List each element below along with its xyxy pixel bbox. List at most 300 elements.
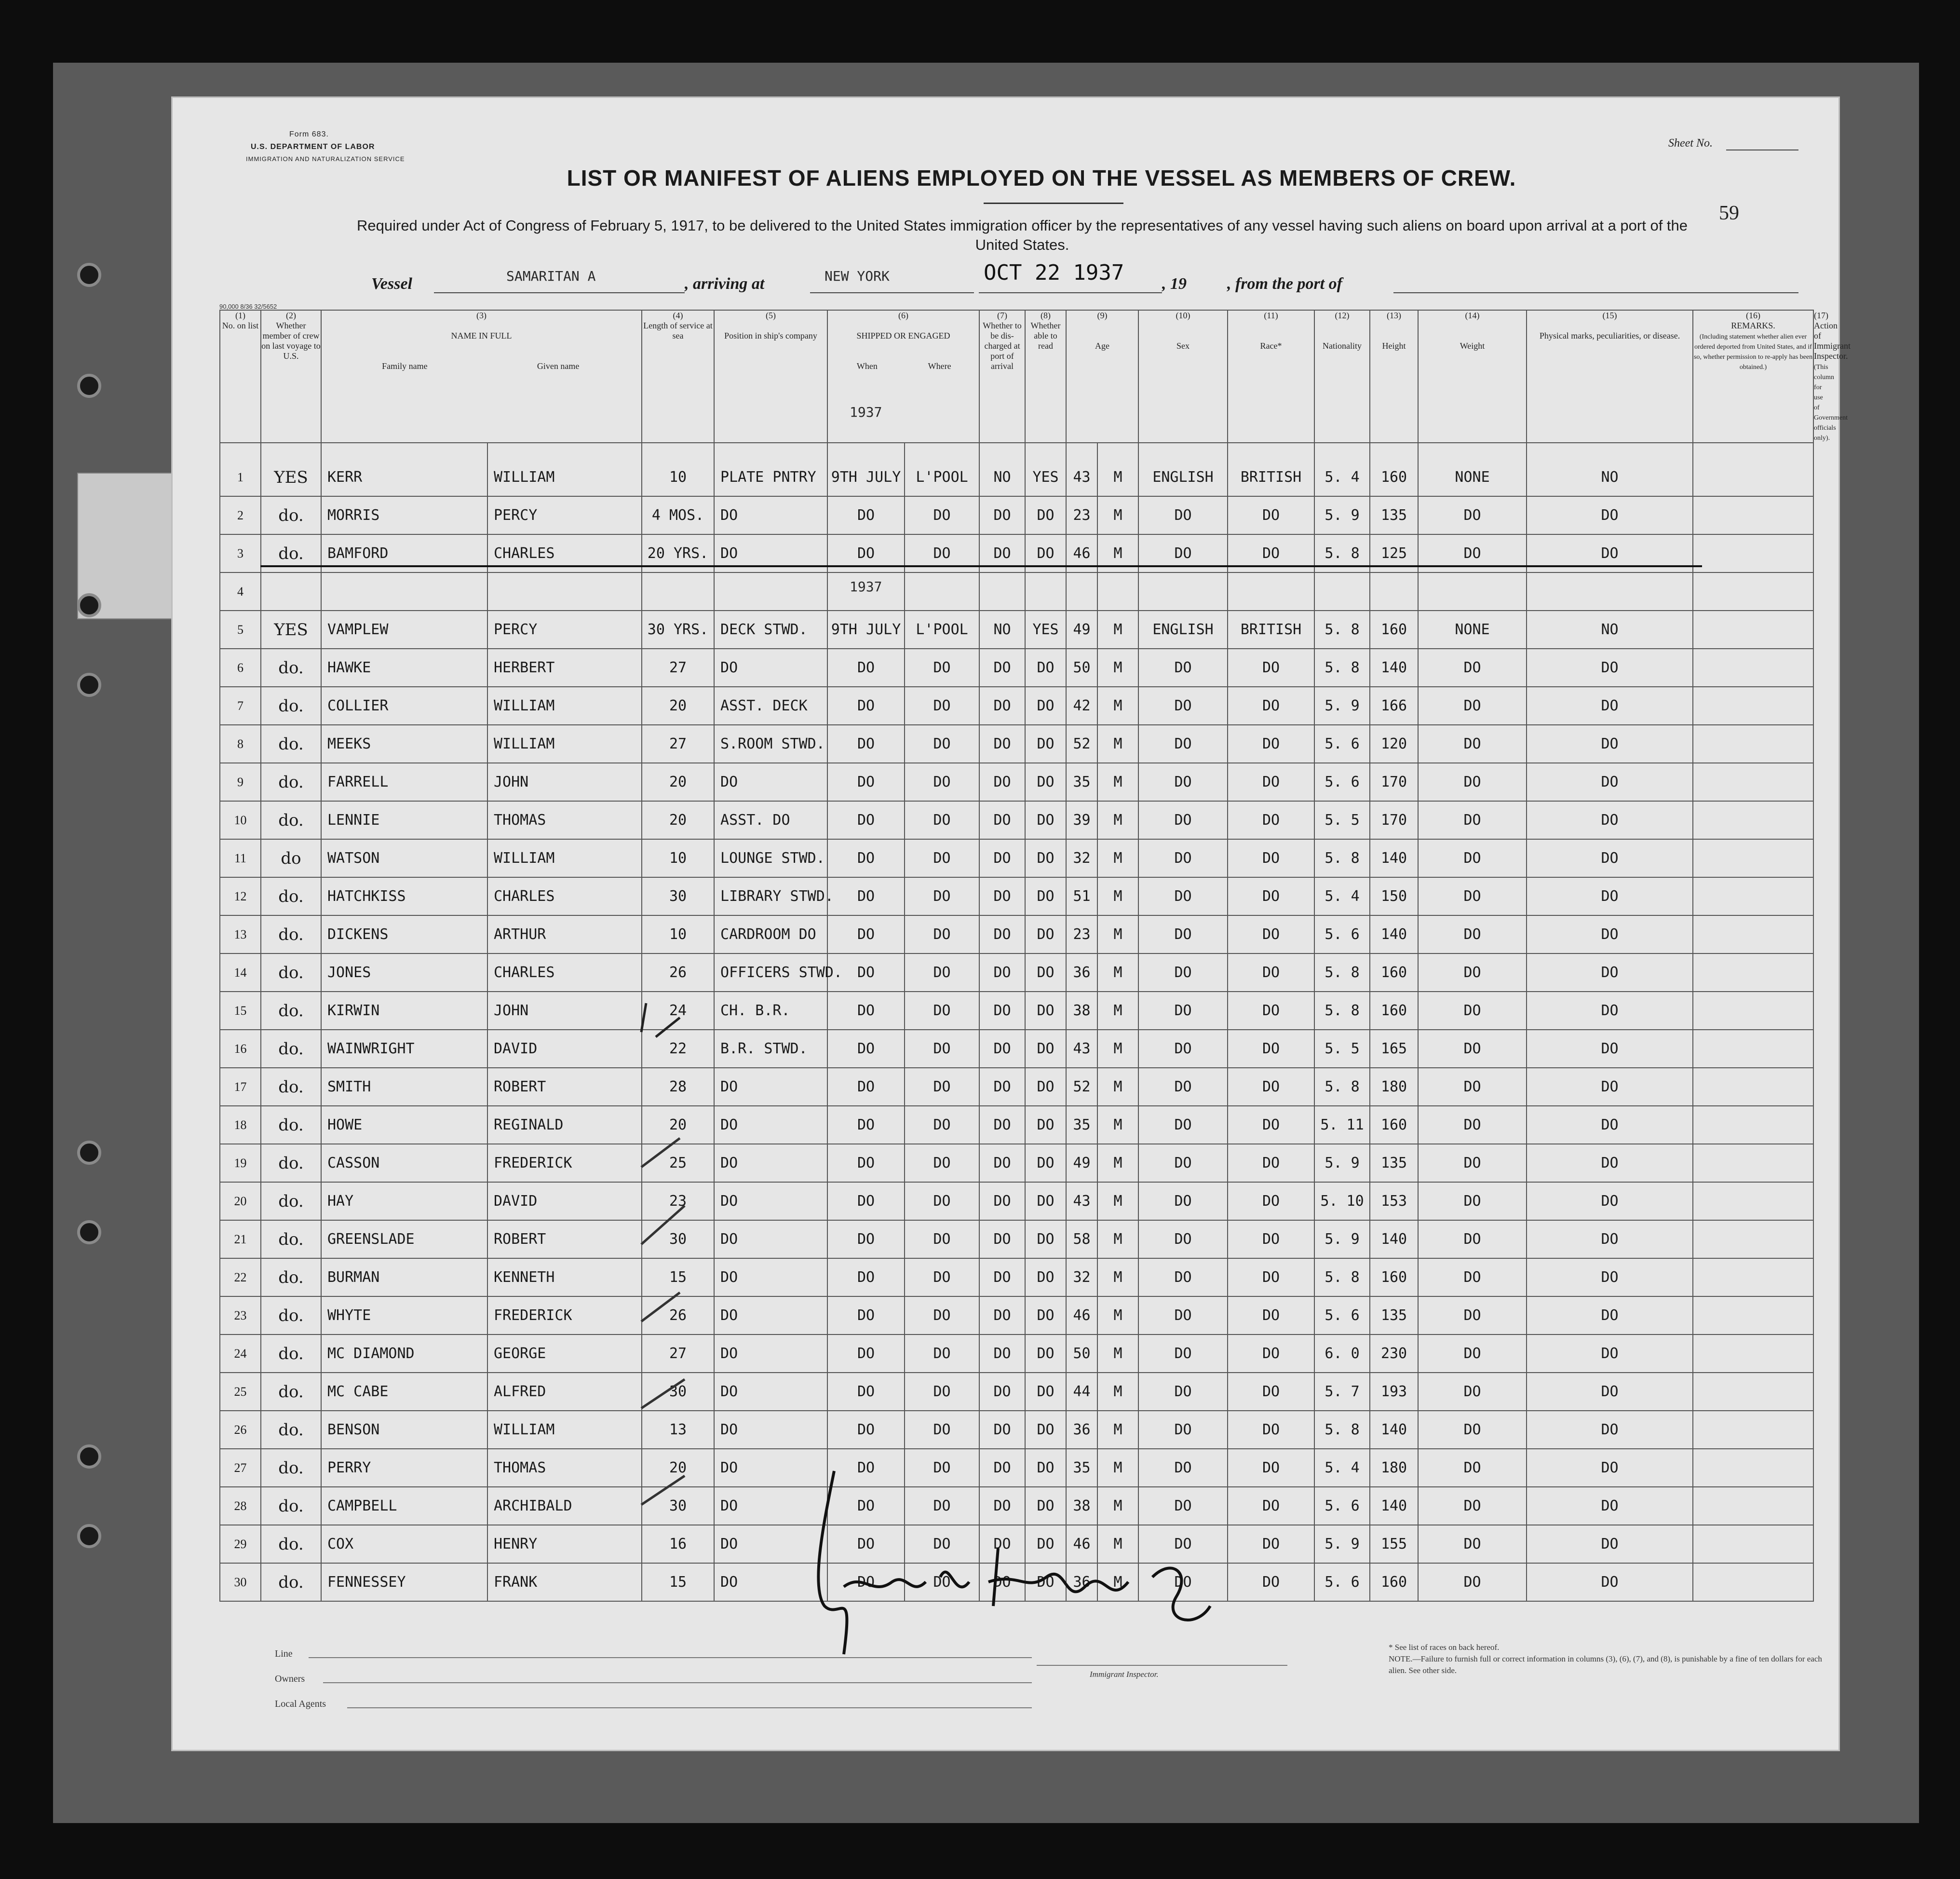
race-cell: DO [1138,496,1228,534]
previous-voyage-cell: do. [261,725,321,763]
sex-cell: M [1097,1182,1138,1220]
discharge-cell: DO [979,1068,1025,1106]
table-row [220,1258,1813,1296]
inspector-action-cell [1693,534,1813,572]
sex-cell: M [1097,992,1138,1030]
shipped-when-cell: DO [827,1296,905,1334]
discharge-cell: DO [979,725,1025,763]
vessel-underline [434,292,685,293]
given-name-cell: THOMAS [487,1449,642,1487]
row-number: 18 [220,1106,261,1144]
shipped-when-cell: DO [827,1334,905,1373]
row-number: 16 [220,1030,261,1068]
service-length-cell: 30 [642,1373,714,1411]
inspector-action-cell [1693,1106,1813,1144]
given-name-cell: THOMAS [487,801,642,839]
sex-cell: M [1097,1144,1138,1182]
able-to-read-cell: DO [1025,1220,1066,1258]
able-to-read-cell: DO [1025,1334,1066,1373]
weight-cell: 230 [1370,1334,1418,1373]
sex-cell: M [1097,1334,1138,1373]
height-cell: 5. 8 [1314,839,1370,877]
age-cell: 36 [1066,1411,1097,1449]
inspector-action-cell [1693,915,1813,953]
previous-voyage-cell: do. [261,801,321,839]
remarks-cell: DO [1527,1525,1693,1563]
able-to-read-cell: DO [1025,1373,1066,1411]
vessel-name: SAMARITAN A [506,268,596,284]
service-length-cell: 23 [642,1182,714,1220]
inspector-action-cell [1693,763,1813,801]
position-cell [714,572,827,611]
height-cell: 5. 4 [1314,443,1370,496]
previous-voyage-cell: do. [261,1334,321,1373]
able-to-read-cell: DO [1025,534,1066,572]
position-cell: DO [714,1487,827,1525]
position-cell: DECK STWD. [714,611,827,649]
table-row [220,801,1813,839]
table-row [220,611,1813,649]
col-header-nationality: (12) Nationality [1314,310,1370,443]
binder-hole [77,593,101,617]
shipped-when-cell: DO [827,1373,905,1411]
shipped-when-cell: DO [827,534,905,572]
discharge-cell: DO [979,992,1025,1030]
physical-marks-cell: DO [1418,953,1527,992]
position-cell: LIBRARY STWD. [714,877,827,915]
shipped-where-cell: DO [905,725,979,763]
physical-marks-cell: DO [1418,1144,1527,1182]
nationality-cell: DO [1228,763,1314,801]
age-cell: 44 [1066,1373,1097,1411]
previous-voyage-cell: do. [261,763,321,801]
service-length-cell: 4 MOS. [642,496,714,534]
remarks-cell: DO [1527,1068,1693,1106]
sex-cell: M [1097,496,1138,534]
line-underline [309,1657,1032,1658]
previous-voyage-cell: do. [261,1525,321,1563]
nationality-cell: DO [1228,1373,1314,1411]
family-name-cell: GREENSLADE [321,1220,487,1258]
able-to-read-cell: DO [1025,496,1066,534]
year-annotation: 1937 [850,404,882,420]
height-cell: 5. 8 [1314,953,1370,992]
inspector-action-cell [1693,1563,1813,1601]
table-row [220,443,1813,496]
row-number: 26 [220,1411,261,1449]
shipped-when-cell: DO [827,1144,905,1182]
binder-hole [77,1220,101,1244]
table-row [220,1220,1813,1258]
previous-voyage-cell: do. [261,1411,321,1449]
able-to-read-cell: DO [1025,1182,1066,1220]
race-cell: ENGLISH [1138,443,1228,496]
age-cell: 43 [1066,1182,1097,1220]
shipped-where-cell [905,572,979,611]
remarks-cell: DO [1527,649,1693,687]
family-name-cell: HAY [321,1182,487,1220]
age-cell: 39 [1066,801,1097,839]
col-header-service: (4) Length of service at sea [642,310,714,443]
table-row [220,687,1813,725]
discharge-cell: NO [979,611,1025,649]
able-to-read-cell [1025,572,1066,611]
position-cell: OFFICERS STWD. [714,953,827,992]
weight-cell: 160 [1370,1106,1418,1144]
race-cell: DO [1138,992,1228,1030]
shipped-where-cell: DO [905,1563,979,1601]
race-cell: DO [1138,649,1228,687]
shipped-when-cell: DO [827,839,905,877]
race-cell: DO [1138,953,1228,992]
sex-cell: M [1097,611,1138,649]
able-to-read-cell: DO [1025,992,1066,1030]
shipped-where-cell: DO [905,1144,979,1182]
previous-voyage-cell: do. [261,496,321,534]
table-row [220,496,1813,534]
shipped-where-cell: DO [905,801,979,839]
able-to-read-cell: DO [1025,649,1066,687]
nationality-cell: DO [1228,1525,1314,1563]
position-cell: B.R. STWD. [714,1030,827,1068]
given-name-cell: ARCHIBALD [487,1487,642,1525]
inspector-action-cell [1693,1525,1813,1563]
sex-cell: M [1097,877,1138,915]
height-cell: 5. 6 [1314,763,1370,801]
inspector-action-cell [1693,1296,1813,1334]
height-cell: 5. 11 [1314,1106,1370,1144]
race-cell: DO [1138,1144,1228,1182]
sex-cell: M [1097,1106,1138,1144]
discharge-cell [979,572,1025,611]
given-name-cell: WILLIAM [487,839,642,877]
given-name-cell: WILLIAM [487,443,642,496]
col-header-sex: (10) Sex [1138,310,1228,443]
check-mark [641,1206,685,1244]
page-title: LIST OR MANIFEST OF ALIENS EMPLOYED ON THE VESSEL AS MEMBERS OF CREW. [567,165,1516,191]
age-cell: 38 [1066,1487,1097,1525]
check-mark [641,1003,646,1032]
remarks-cell: DO [1527,915,1693,953]
sex-cell: M [1097,1296,1138,1334]
race-cell: DO [1138,1373,1228,1411]
shipped-where-cell: DO [905,877,979,915]
inspector-label: Immigrant Inspector. [1090,1670,1159,1679]
discharge-cell: DO [979,687,1025,725]
race-cell: DO [1138,1220,1228,1258]
inspector-action-cell [1693,1411,1813,1449]
position-cell: DO [714,1449,827,1487]
able-to-read-cell: DO [1025,1411,1066,1449]
weight-cell: 140 [1370,1220,1418,1258]
height-cell: 5. 5 [1314,801,1370,839]
shipped-when-cell: DO [827,915,905,953]
shipped-where-cell: DO [905,496,979,534]
footer-note [1389,1642,1823,1676]
sex-cell: M [1097,1068,1138,1106]
service-length-cell: 15 [642,1258,714,1296]
sex-cell: M [1097,687,1138,725]
family-name-cell: KIRWIN [321,992,487,1030]
physical-marks-cell: DO [1418,1296,1527,1334]
page-number: 59 [1719,202,1739,224]
previous-voyage-cell: YES [261,443,321,496]
remarks-cell: NO [1527,443,1693,496]
able-to-read-cell: DO [1025,1144,1066,1182]
col-header-race: (11) Race* [1228,310,1314,443]
given-name-cell: WILLIAM [487,725,642,763]
previous-voyage-cell: do. [261,1106,321,1144]
table-row [220,649,1813,687]
race-cell [1138,572,1228,611]
sex-cell: M [1097,1525,1138,1563]
title-rule [984,203,1123,204]
row-number: 27 [220,1449,261,1487]
height-cell: 5. 6 [1314,1563,1370,1601]
shipped-where-cell: DO [905,839,979,877]
physical-marks-cell: DO [1418,687,1527,725]
family-name-cell: MC CABE [321,1373,487,1411]
sex-cell: M [1097,1373,1138,1411]
given-name-cell: CHARLES [487,953,642,992]
physical-marks-cell: DO [1418,534,1527,572]
able-to-read-cell: DO [1025,1258,1066,1296]
previous-voyage-cell: do. [261,953,321,992]
height-cell: 5. 10 [1314,1182,1370,1220]
previous-voyage-cell: do. [261,1487,321,1525]
family-name-cell: CASSON [321,1144,487,1182]
row-number: 4 [220,572,261,611]
age-cell: 52 [1066,1068,1097,1106]
check-mark [641,1138,680,1167]
physical-marks-cell [1418,572,1527,611]
height-cell: 5. 8 [1314,1258,1370,1296]
sex-cell: M [1097,443,1138,496]
shipped-where-cell: DO [905,1411,979,1449]
nationality-cell: DO [1228,801,1314,839]
physical-marks-cell: DO [1418,763,1527,801]
nationality-cell: DO [1228,1334,1314,1373]
shipped-where-cell: DO [905,1106,979,1144]
nationality-cell: BRITISH [1228,443,1314,496]
age-cell: 46 [1066,1296,1097,1334]
row-number: 6 [220,649,261,687]
physical-marks-cell: DO [1418,1106,1527,1144]
col-header-shipped: (6) SHIPPED OR ENGAGED When Where [827,310,979,443]
col-header-discharge: (7) Whether to be dis-charged at port of arrival [979,310,1025,443]
inspector-action-cell [1693,649,1813,687]
table-row [220,725,1813,763]
sex-cell: M [1097,1449,1138,1487]
race-cell: DO [1138,1449,1228,1487]
service-length-cell: 15 [642,1563,714,1601]
discharge-cell: DO [979,1296,1025,1334]
age-cell: 36 [1066,953,1097,992]
shipped-when-cell: 9TH JULY [827,443,905,496]
shipped-when-cell: 9TH JULY [827,611,905,649]
weight-cell: 140 [1370,915,1418,953]
table-row [220,1373,1813,1411]
shipped-where-cell: DO [905,953,979,992]
height-cell: 5. 6 [1314,915,1370,953]
nationality-cell: DO [1228,1258,1314,1296]
inspector-action-cell [1693,877,1813,915]
remarks-cell: DO [1527,877,1693,915]
age-cell [1066,572,1097,611]
row-number: 10 [220,801,261,839]
height-cell: 5. 4 [1314,877,1370,915]
given-name-cell [487,572,642,611]
position-cell: ASST. DO [714,801,827,839]
weight-cell: 140 [1370,1411,1418,1449]
given-name-cell: FREDERICK [487,1144,642,1182]
vessel-label: Vessel [371,275,412,293]
shipped-when-cell: DO [827,1525,905,1563]
col-header-height: (13) Height [1370,310,1418,443]
col-header-age: (9) Age [1066,310,1138,443]
arriving-label: , arriving at [685,275,765,293]
weight-cell: 140 [1370,839,1418,877]
able-to-read-cell: DO [1025,953,1066,992]
binder-hole [77,1524,101,1548]
shipped-where-cell: DO [905,649,979,687]
row-number: 13 [220,915,261,953]
service-length-cell: 22 [642,1030,714,1068]
shipped-when-cell: DO [827,763,905,801]
inspector-action-cell [1693,1373,1813,1411]
sex-cell: M [1097,953,1138,992]
given-name-cell: CHARLES [487,534,642,572]
shipped-when-cell: DO [827,992,905,1030]
remarks-cell: DO [1527,1296,1693,1334]
inspector-action-cell [1693,1487,1813,1525]
able-to-read-cell: DO [1025,801,1066,839]
inspector-action-cell [1693,1182,1813,1220]
age-cell: 35 [1066,1449,1097,1487]
physical-marks-cell: DO [1418,1411,1527,1449]
row-number: 17 [220,1068,261,1106]
weight-cell: 155 [1370,1525,1418,1563]
discharge-cell: DO [979,877,1025,915]
physical-marks-cell: DO [1418,725,1527,763]
weight-cell: 160 [1370,443,1418,496]
service-length-cell: 26 [642,953,714,992]
table-row [220,1182,1813,1220]
age-cell: 35 [1066,1106,1097,1144]
family-name-cell: KERR [321,443,487,496]
service-length-cell: 20 [642,1106,714,1144]
row-number: 28 [220,1487,261,1525]
crew-manifest-table [219,310,1851,1602]
shipped-when-cell: DO [827,1487,905,1525]
family-name-cell: WHYTE [321,1296,487,1334]
weight-cell: 166 [1370,687,1418,725]
remarks-cell: DO [1527,801,1693,839]
position-cell: DO [714,1411,827,1449]
position-cell: DO [714,1220,827,1258]
inspector-action-cell [1693,1030,1813,1068]
table-row [220,992,1813,1030]
family-name-cell: BAMFORD [321,534,487,572]
service-length-cell: 10 [642,915,714,953]
check-mark [656,1018,680,1037]
physical-marks-cell: NONE [1418,443,1527,496]
year-annotation: 1937 [850,579,882,595]
table-row [220,1106,1813,1144]
height-cell: 5. 8 [1314,1068,1370,1106]
col-header-prev-voyage: (2) Whether member of crew on last voyage to U.S. [261,310,321,443]
sex-cell: M [1097,1411,1138,1449]
able-to-read-cell: DO [1025,1525,1066,1563]
service-length-cell: 13 [642,1411,714,1449]
discharge-cell: DO [979,915,1025,953]
able-to-read-cell: YES [1025,611,1066,649]
table-row [220,839,1813,877]
remarks-cell: DO [1527,1373,1693,1411]
row-number: 12 [220,877,261,915]
shipped-where-cell: DO [905,763,979,801]
row-number: 24 [220,1334,261,1373]
check-mark [641,1476,685,1505]
col-header-position: (5) Position in ship's company [714,310,827,443]
shipped-where-cell: DO [905,1220,979,1258]
family-name-cell: WAINWRIGHT [321,1030,487,1068]
table-body [220,443,1813,1601]
given-name-cell: KENNETH [487,1258,642,1296]
col-header-read: (8) Whether able to read [1025,310,1066,443]
discharge-cell: DO [979,801,1025,839]
service-length-cell: 20 YRS. [642,534,714,572]
nationality-cell: DO [1228,1487,1314,1525]
race-cell: DO [1138,1068,1228,1106]
service-length-cell: 10 [642,443,714,496]
family-name-cell: HOWE [321,1106,487,1144]
nationality-cell: DO [1228,953,1314,992]
race-cell: DO [1138,1563,1228,1601]
position-cell: DO [714,1296,827,1334]
shipped-when-cell: DO [827,1106,905,1144]
inspector-action-cell [1693,611,1813,649]
age-cell: 23 [1066,496,1097,534]
sex-cell: M [1097,534,1138,572]
service-length-cell: 27 [642,725,714,763]
height-cell: 5. 4 [1314,1449,1370,1487]
able-to-read-cell: DO [1025,1106,1066,1144]
date-underline [979,292,1162,293]
shipped-where-cell: L'POOL [905,443,979,496]
position-cell: CH. B.R. [714,992,827,1030]
sex-cell: M [1097,725,1138,763]
service-length-cell: 25 [642,1144,714,1182]
nationality-cell: DO [1228,1220,1314,1258]
sex-cell: M [1097,763,1138,801]
inspector-action-cell [1693,1068,1813,1106]
given-name-cell: CHARLES [487,877,642,915]
binder-hole [77,263,101,287]
row-number: 2 [220,496,261,534]
discharge-cell: DO [979,1144,1025,1182]
table-row [220,953,1813,992]
previous-voyage-cell: do. [261,1563,321,1601]
physical-marks-cell: DO [1418,1563,1527,1601]
previous-voyage-cell: do. [261,1449,321,1487]
col-header-weight: (14) Weight [1418,310,1527,443]
sex-cell: M [1097,1563,1138,1601]
shipped-when-cell: DO [827,1258,905,1296]
weight-cell: 140 [1370,649,1418,687]
shipped-when-cell: DO [827,877,905,915]
family-name-cell: DICKENS [321,915,487,953]
